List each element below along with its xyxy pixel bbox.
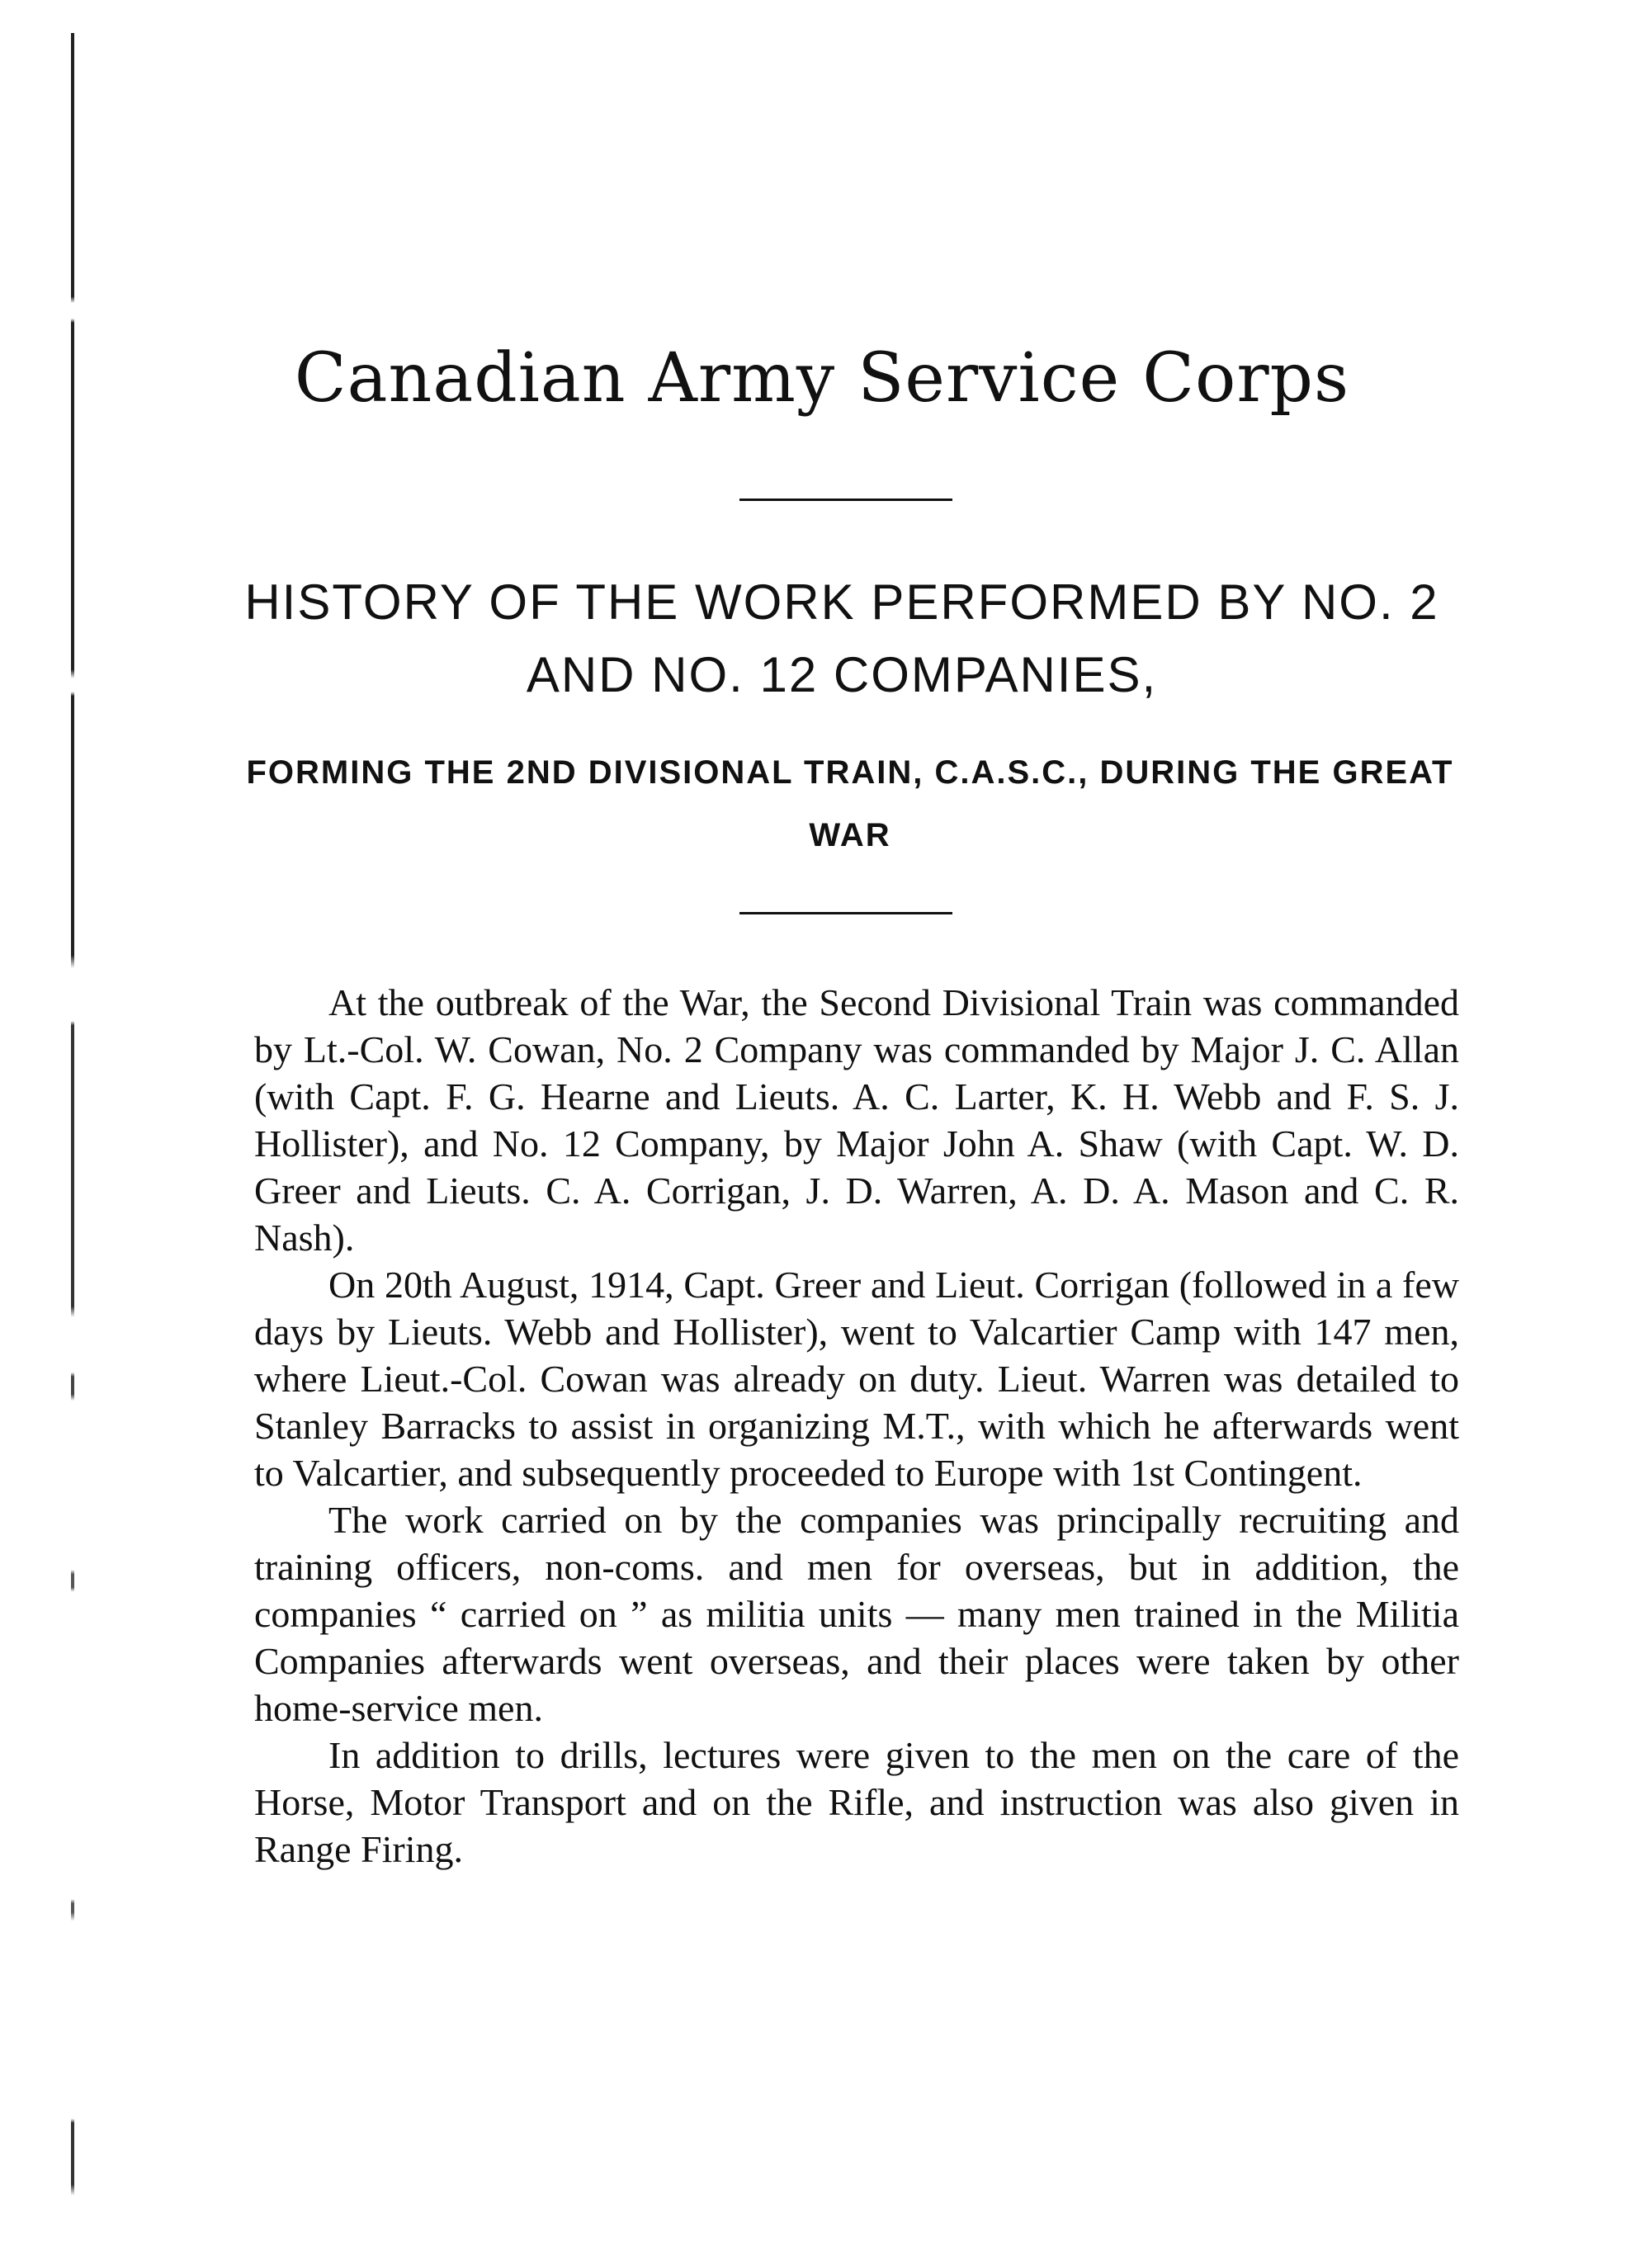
document-subheading: FORMING THE 2ND DIVISIONAL TRAIN, C.A.S.C., DURING THE GREAT WAR xyxy=(246,754,1454,853)
body-paragraph: On 20th August, 1914, Capt. Greer and Lieut. Corrigan (followed in a few days by Lieuts. Webb and Hollister), went to Valcartier Camp with 147 men, where Lieut.-Col. Cowan was already on duty. Lieut. Warren was detailed to Stanley Barracks to assist in organizing M.T., with which he afterwards went to Valcartier, and subsequently proceeded to Europe with 1st Contingent. xyxy=(254,1264,1459,1494)
body-paragraph: In addition to drills, lectures were given to the men on the care of the Horse, Motor Transport and on the Rifle, and instruction was also given in Range Firing. xyxy=(254,1734,1459,1870)
title-divider xyxy=(739,498,952,501)
document-title: Canadian Army Service Corps xyxy=(294,339,1350,418)
body-paragraph: The work carried on by the companies was principally recruiting and training officers, non-coms. and men for overseas, but in addition, the companies “ carried on ” as militia units — many men trained in the Militia Companies afterwards went overseas, and their places were taken by other home-service men. xyxy=(254,1499,1459,1729)
document-body xyxy=(254,979,1459,1873)
body-paragraph: At the outbreak of the War, the Second Divisional Train was commanded by Lt.-Col. W. Cowan, No. 2 Company was commanded by Major J. C. Allan (with Capt. F. G. Hearne and Lieuts. A. C. Larter, K. H. Webb and F. S. J. Hollister), and No. 12 Company, by Major John A. Shaw (with Capt. W. D. Greer and Lieuts. C. A. Corrigan, J. D. Warren, A. D. A. Mason and C. R. Nash). xyxy=(254,981,1459,1259)
document-heading: HISTORY OF THE WORK PERFORMED BY NO. 2 AND NO. 12 COMPANIES, xyxy=(244,574,1439,702)
heading-divider xyxy=(739,912,952,914)
